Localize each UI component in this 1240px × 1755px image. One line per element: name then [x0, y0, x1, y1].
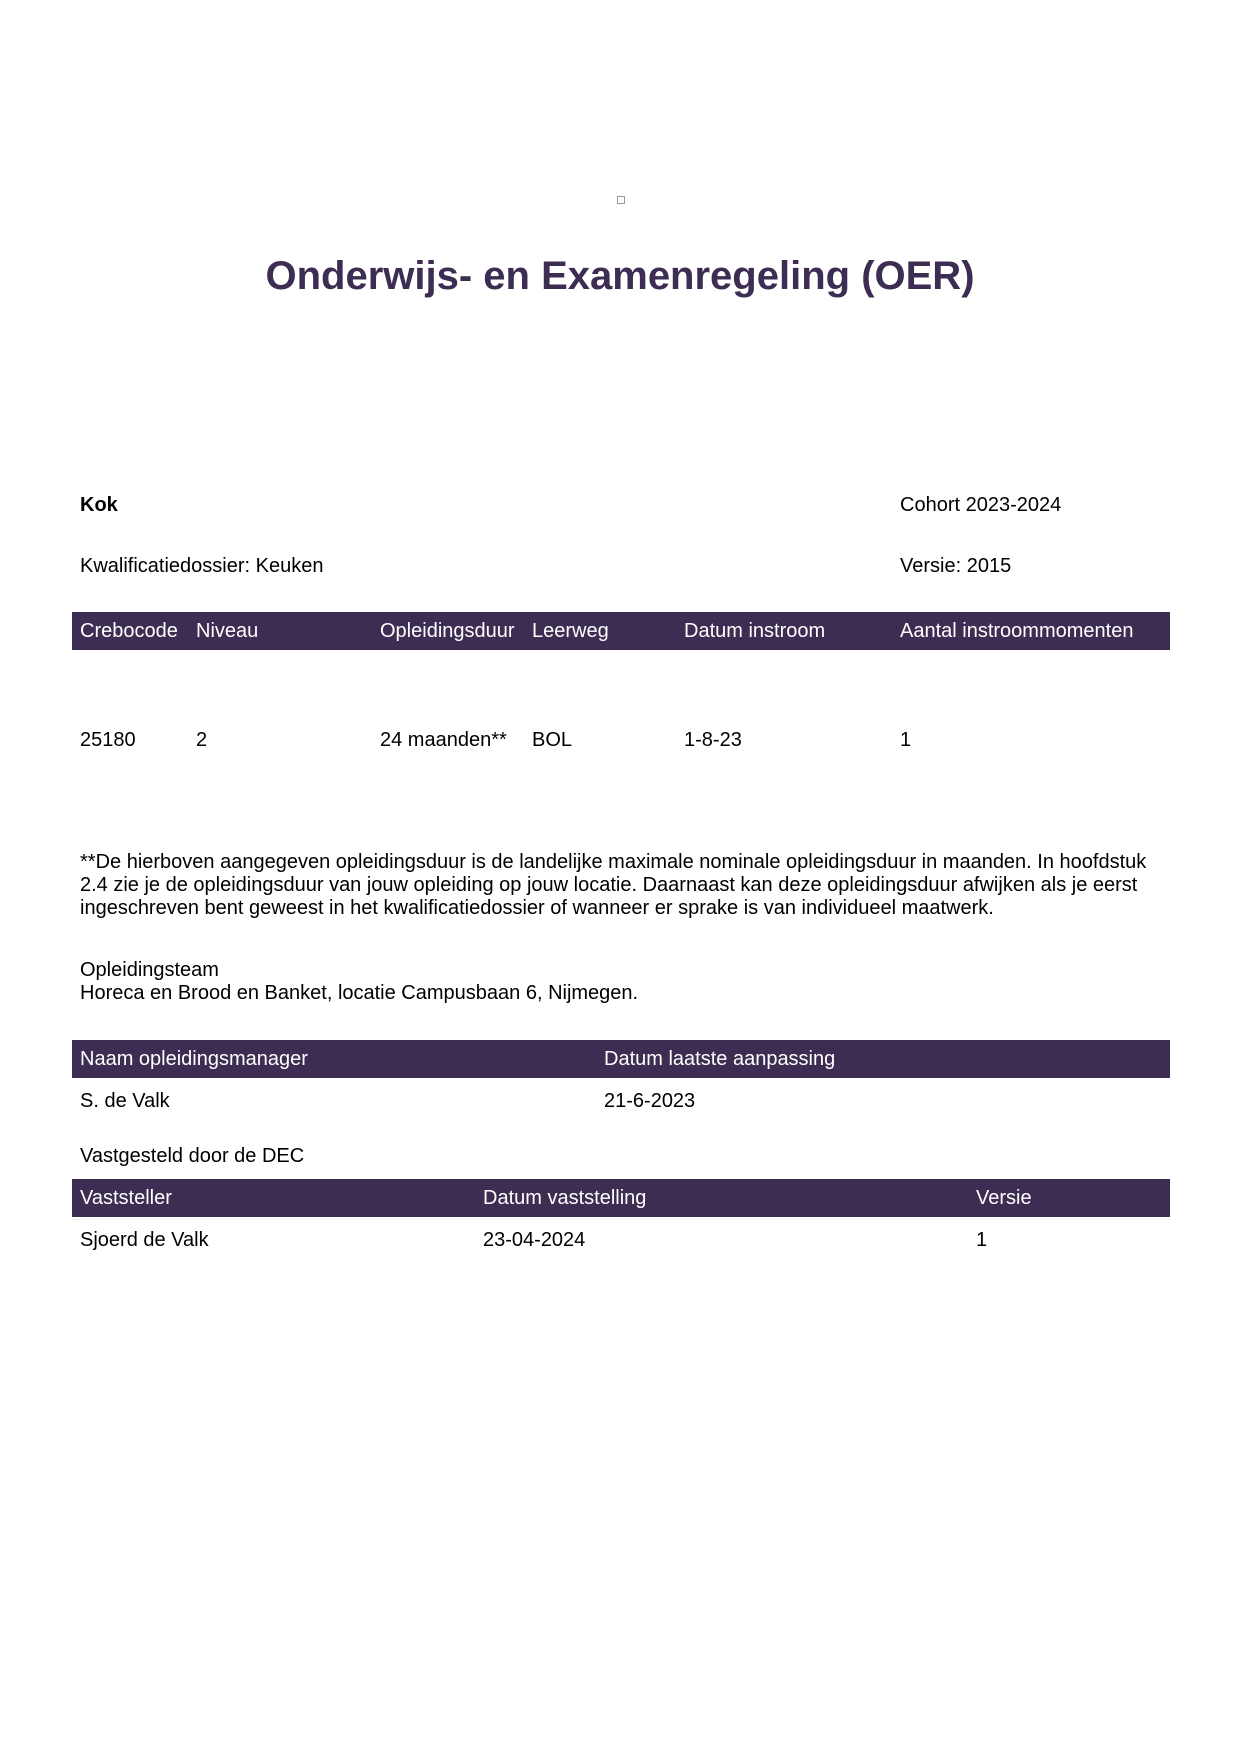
header-niveau: Niveau: [196, 620, 259, 642]
cell-aantal-instroommomenten: 1: [900, 729, 912, 751]
header-versie: Versie: [976, 1187, 1032, 1209]
dec-label: Vastgesteld door de DEC: [80, 1145, 305, 1167]
header-vaststeller: Vaststeller: [80, 1187, 172, 1209]
header-naam-opleidingsmanager: Naam opleidingsmanager: [80, 1048, 308, 1070]
cohort-label: Cohort 2023-2024: [900, 494, 1062, 516]
footnote: **De hierboven aangegeven opleidingsduur is de landelijke maximale nominale opleidingsduur in maanden. In hoofdstuk 2.4 zie je de opleidingsduur van jouw opleiding op jouw locatie. Daarnaast kan deze opleidingsduur afwijken als je eerst ingeschreven bent geweest in het kwalificatiedossier of wanneer er sprake is van individueel maatwerk.: [80, 851, 1147, 919]
header-datum-instroom: Datum instroom: [684, 620, 826, 642]
header-datum-laatste-aanpassing: Datum laatste aanpassing: [604, 1048, 836, 1070]
program-table-row: [72, 650, 1170, 790]
opleidingsteam-value: Horeca en Brood en Banket, locatie Campusbaan 6, Nijmegen.: [80, 982, 639, 1004]
document-title: Onderwijs- en Examenregeling (OER): [265, 254, 975, 298]
manager-table-header: [72, 1040, 1170, 1078]
opleidingsteam-label: Opleidingsteam: [80, 959, 219, 981]
header-crebocode: Crebocode: [80, 620, 178, 642]
program-table-header: [72, 612, 1170, 650]
dec-table-header: [72, 1179, 1170, 1217]
kwalificatiedossier-label: Kwalificatiedossier: Keuken: [80, 555, 324, 577]
cell-last-modified: 21-6-2023: [604, 1090, 696, 1112]
cell-manager-name: S. de Valk: [80, 1090, 170, 1112]
header-opleidingsduur: Opleidingsduur: [380, 620, 515, 642]
page-marker-icon: [617, 196, 625, 204]
cell-vaststeller: Sjoerd de Valk: [80, 1229, 209, 1251]
cell-opleidingsduur: 24 maanden**: [380, 729, 507, 751]
cell-crebocode: 25180: [80, 729, 136, 751]
cell-datum-instroom: 1-8-23: [684, 729, 742, 751]
manager-table-row: [72, 1078, 1170, 1120]
dec-table-row: [72, 1217, 1170, 1259]
header-aantal-instroommomenten: Aantal instroommomenten: [900, 620, 1134, 642]
cell-niveau: 2: [196, 729, 208, 751]
header-datum-vaststelling: Datum vaststelling: [483, 1187, 647, 1209]
versie-label: Versie: 2015: [900, 555, 1012, 577]
cell-leerweg: BOL: [532, 729, 573, 751]
opleiding-name: Kok: [80, 494, 118, 516]
cell-versie: 1: [976, 1229, 988, 1251]
header-leerweg: Leerweg: [532, 620, 609, 642]
cell-datum-vaststelling: 23-04-2024: [483, 1229, 586, 1251]
